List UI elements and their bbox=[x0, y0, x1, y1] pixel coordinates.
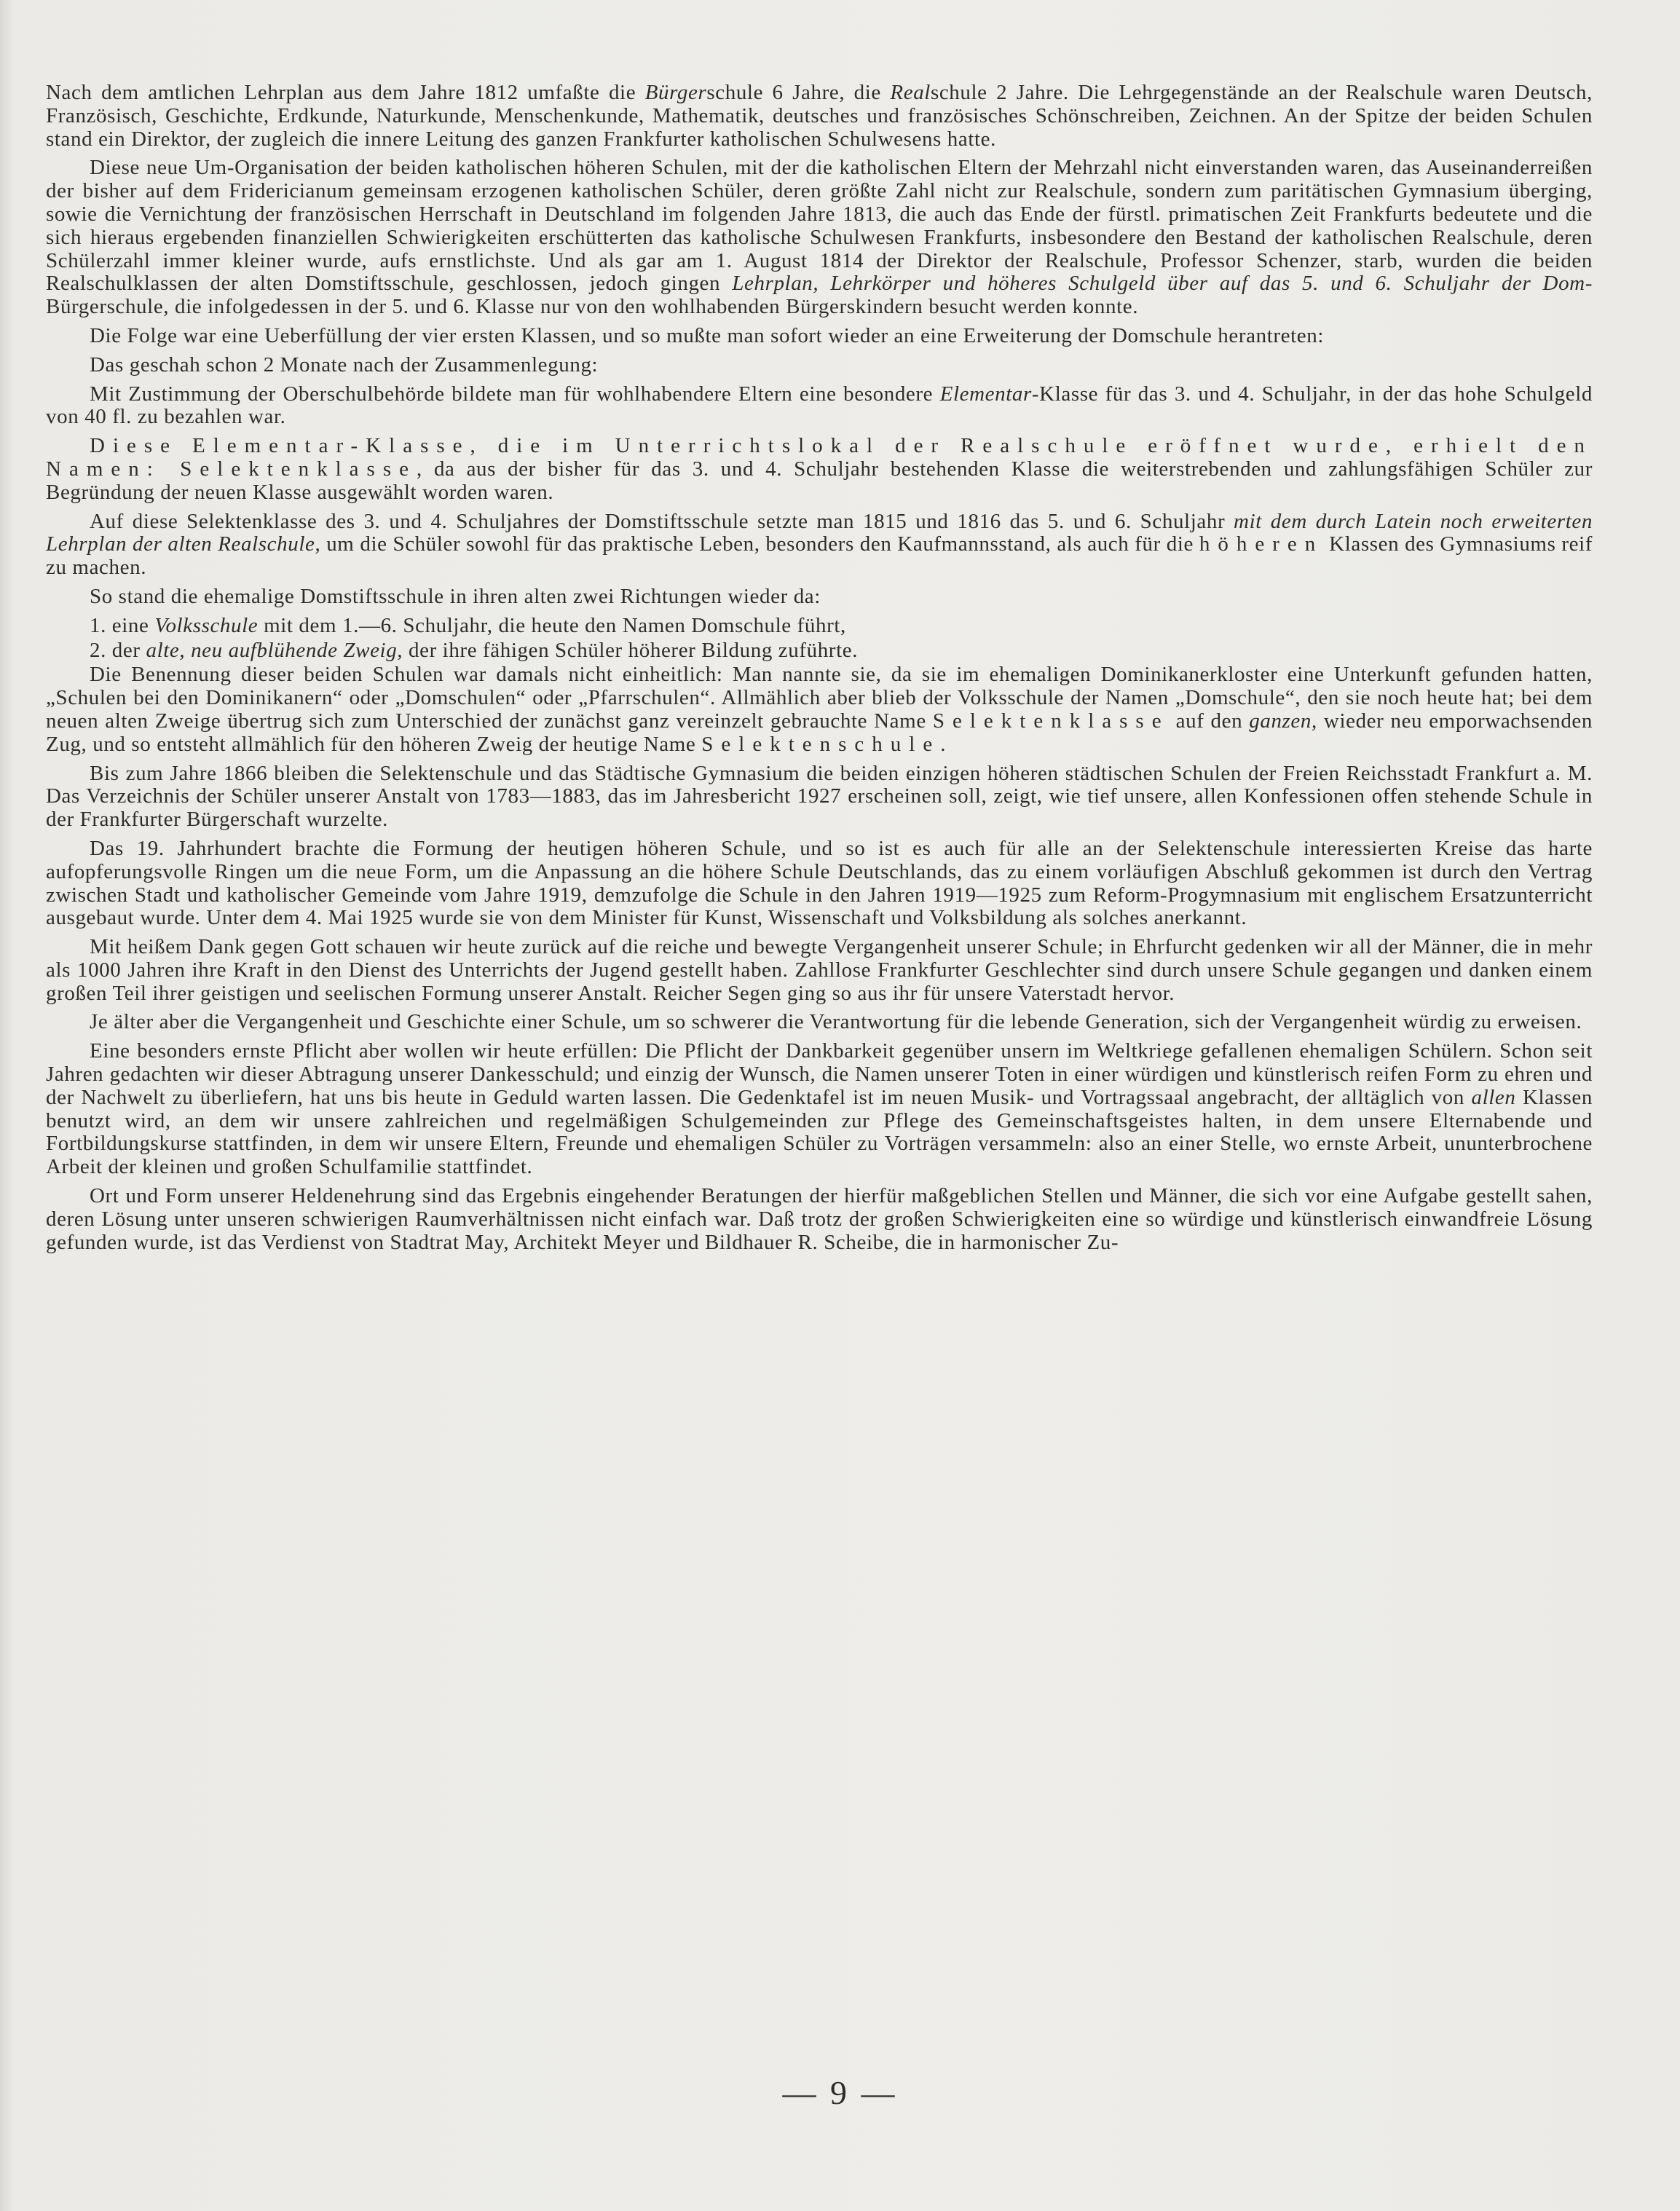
text-run: Klassen des Gymnasiums reif zu machen. bbox=[46, 532, 1593, 580]
text-run: der ihre fähigen Schüler höherer Bildung zuführte. bbox=[403, 638, 859, 662]
paragraph bbox=[46, 383, 1593, 430]
paragraph bbox=[46, 936, 1593, 1005]
text-run: ganzen, bbox=[1249, 709, 1317, 733]
text-run: Bis zum Jahre 1866 bleiben die Selektenschule und das Städtische Gymnasium die beiden einzigen höheren städtischen Schulen der Freien Reichsstadt Frankfurt a. M. Das Verzeichnis der Schüler unserer Anstalt von 1783—1883, das im Jahresbericht 1927 erscheinen soll, zeigt, wie tief unsere, allen Konfessionen offen stehende Schule in der Frankfurter Bürgerschaft wurzelte. bbox=[46, 761, 1593, 832]
text-run: -Klasse für das 3. und 4. Schuljahr, in der das hohe Schulgeld von 40 fl. zu bezahlen war. bbox=[46, 382, 1593, 429]
text-run: 2. der bbox=[90, 638, 146, 662]
text-run: schule 2 Jahre. Die Lehrgegenstände an der Realschule waren Deutsch, Französisch, Geschichte, Erdkunde, Naturkunde, Menschenkunde, Mathematik, deutsches und französisches Schönschreiben, Zeichnen. An der Spitze der beiden Schulen stand ein Direktor, der zugleich die innere Leitung des ganzen Frankfurter katholischen Schulwesens hatte. bbox=[46, 81, 1593, 151]
text-run: Bürger bbox=[644, 81, 707, 104]
text-run: Diese neue Um-Organisation der beiden katholischen höheren Schulen, mit der die katholischen Eltern der Mehrzahl nicht einverstanden waren, das Auseinanderreißen der bisher auf dem Fridericianum gemeinsam erzogenen katholischen Schüler, deren größte Zahl nicht zur Realschule, sondern zum paritätischen Gymnasium überging, sowie die Vernichtung der französischen Herrschaft in Deutschland im folgenden Jahre 1813, die auch das Ende der fürstl. primatischen Zeit Frankfurts bedeutete und die sich hieraus ergebenden finanziellen Schwierigkeiten erschütterten das katholische Schulwesen Frankfurts, insbesondere den Bestand der katholischen Realschule, deren Schülerzahl immer kleiner wurde, aufs ernstlichste. Und als gar am 1. August 1814 der Direktor der Realschule, Professor Schenzer, starb, wurden die beiden Realschulklassen der alten Domstiftsschule, geschlossen, jedoch gingen bbox=[46, 156, 1593, 296]
paragraph bbox=[46, 511, 1593, 580]
text-run: wieder neu emporwachsenden Zug, und so entsteht allmählich für den höheren Zweig der heutige Name bbox=[46, 709, 1593, 756]
paragraph bbox=[46, 157, 1593, 319]
page-number: — 9 — bbox=[782, 2074, 898, 2111]
paragraph bbox=[46, 82, 1593, 151]
text-run: Ort und Form unserer Heldenehrung sind das Ergebnis eingehender Beratungen der hierfür maßgeblichen Stellen und Männer, die sich vor eine Aufgabe gestellt sahen, deren Lösung unter unseren schwierigen Raumverhältnissen nicht einfach war. Daß trotz der großen Schwierigkeiten eine so würdige und künstlerisch einwandfreie Lösung gefunden wurde, ist das Verdienst von Stadtrat May, Architekt Meyer und Bildhauer R. Scheibe, die in harmonischer Zu- bbox=[46, 1184, 1593, 1254]
text-run: Selektenschule bbox=[701, 732, 941, 756]
text-run: . bbox=[940, 732, 947, 756]
text-run: Diese Elementar-Klasse, die im Unterrichtslokal der Realschule eröffnet wurde, erhielt den Namen: Selektenklasse bbox=[46, 434, 1593, 481]
text-run: Auf diese Selektenklasse des 3. und 4. Schuljahres der Domstiftsschule setzte man 1815 und 1816 das 5. und 6. Schuljahr bbox=[90, 509, 1234, 533]
text-run: schule 6 Jahre, die bbox=[706, 81, 891, 104]
paragraph bbox=[46, 615, 1593, 638]
paragraph bbox=[46, 1011, 1593, 1034]
body-text bbox=[46, 82, 1593, 1260]
paragraph bbox=[46, 1185, 1593, 1254]
text-run: , da aus der bisher für das 3. und 4. Schuljahr bestehenden Klasse die weiterstrebenden und zahlungsfähigen Schüler zur Begründung der neuen Klasse ausgewählt worden waren. bbox=[46, 457, 1593, 504]
text-run: Die Folge war eine Ueberfüllung der vier ersten Klassen, und so mußte man sofort wieder an eine Erweiterung der Domschule herantreten: bbox=[90, 323, 1324, 347]
text-run: Mit Zustimmung der Oberschulbehörde bildete man für wohlhabendere Eltern eine besondere bbox=[90, 382, 940, 406]
text-run: auf den bbox=[1169, 709, 1250, 733]
text-run: Klassen benutzt wird, an dem wir unsere zahlreichen und regelmäßigen Schulgemeinden zur Pflege des Gemeinschaftsgeistes halten, in dem unsere Elternabende und Fortbildungskurse stattfinden, in dem wir unsere Eltern, Freunde und ehemaligen Schüler zu Vorträgen versammeln: also an einer Stelle, wo ernste Arbeit, ununterbrochene Arbeit der kleinen und großen Schulfamilie stattfindet. bbox=[46, 1085, 1593, 1179]
text-run: Elementar bbox=[939, 382, 1032, 406]
paragraph bbox=[46, 1040, 1593, 1179]
text-run: um die Schüler sowohl für das praktische Leben, besonders den Kaufmannsstand, als auch für die bbox=[320, 532, 1199, 556]
text-run: mit dem durch Latein noch erweiterten Lehrplan der alten Realschule, bbox=[46, 509, 1593, 556]
text-run: Real bbox=[890, 81, 931, 104]
paragraph bbox=[46, 586, 1593, 609]
text-run: mit dem 1.—6. Schuljahr, die heute den Namen Domschule führt, bbox=[258, 613, 846, 637]
paragraph bbox=[46, 639, 1593, 663]
text-run: Die Benennung dieser beiden Schulen war damals nicht einheitlich: Man nannte sie, da sie im ehemaligen Dominikanerkloster eine Unterkunft gefunden hatten, „Schulen bei den Dominikanern“ oder „Domschulen“ oder „Pfarrschulen“. Allmählich aber blieb der Volksschule der Namen „Domschule“, den sie noch heute hat; bei dem neuen alten Zweige übertrug sich zum Unterschied der zunächst ganz vereinzelt gebrauchte Name bbox=[46, 663, 1593, 733]
text-run: -Bürgerschule, die infolgedessen in der 5. und 6. Klasse nur von den wohlhabenden Bürgerskindern besucht werden konnte. bbox=[46, 272, 1593, 319]
text-run: Selektenklasse bbox=[932, 709, 1170, 733]
text-run: 1. eine bbox=[90, 613, 155, 637]
text-run: Volksschule bbox=[154, 613, 259, 637]
text-run: Das 19. Jahrhundert brachte die Formung der heutigen höheren Schule, und so ist es auch für alle an der Selektenschule interessierten Kreise das harte aufopferungsvolle Ringen um die neue Form, um die Anpassung an die höhere Schule Deutschlands, das zu einem vorläufigen Abschluß gekommen ist durch den Vertrag zwischen Stadt und katholischer Gemeinde vom Jahre 1919, demzufolge die Schule in den Jahren 1919—1925 zum Reform-Progymnasium mit englischem Ersatzunterricht ausgebaut wurde. Unter dem 4. Mai 1925 wurde sie von dem Minister für Kunst, Wissenschaft und Volksbildung als solches anerkannt. bbox=[46, 836, 1593, 930]
text-run: Das geschah schon 2 Monate nach der Zusammenlegung: bbox=[90, 352, 599, 377]
text-run: So stand die ehemalige Domstiftsschule in ihren alten zwei Richtungen wieder da: bbox=[90, 584, 821, 608]
text-run: Lehrplan, Lehrkörper und höheres Schulgeld über auf das 5. und 6. Schuljahr der Dom bbox=[732, 272, 1585, 296]
text-run: alte, neu aufblühende Zweig, bbox=[146, 638, 403, 662]
text-run: Nach dem amtlichen Lehrplan aus dem Jahre 1812 umfaßte die bbox=[46, 81, 645, 104]
paragraph bbox=[46, 838, 1593, 930]
text-run: allen bbox=[1471, 1085, 1516, 1109]
text-run: Je älter aber die Vergangenheit und Geschichte einer Schule, um so schwerer die Verantwortung für die lebende Generation, sich der Vergangenheit würdig zu erweisen. bbox=[90, 1010, 1582, 1034]
text-run: Eine besonders ernste Pflicht aber wollen wir heute erfüllen: Die Pflicht der Dankbarkeit gegenüber unsern im Weltkriege gefallenen ehemaligen Schülern. Schon seit Jahren gedachten wir dieser Abtragung unserer Dankesschuld; und einzig der Wunsch, die Namen unserer Toten in einer würdigen und künstlerisch reifen Form zu ehren und der Nachwelt zu überliefern, hat uns bis heute in Geduld warten lassen. Die Gedenktafel ist im neuen Musik- und Vortragssaal angebracht, der alltäglich von bbox=[46, 1039, 1593, 1109]
paragraph bbox=[46, 325, 1593, 348]
paragraph bbox=[46, 354, 1593, 377]
paragraph bbox=[46, 762, 1593, 832]
paragraph bbox=[46, 663, 1593, 756]
paragraph bbox=[46, 435, 1593, 504]
text-run: Mit heißem Dank gegen Gott schauen wir heute zurück auf die reiche und bewegte Vergangenheit unserer Schule; in Ehrfurcht gedenken wir all der Männer, die in mehr als 1000 Jahren ihre Kraft in den Dienst des Unterrichts der Jugend gestellt haben. Zahllose Frankfurter Geschlechter sind durch unsere Schule gegangen und danken einem großen Teil ihrer geistigen und seelischen Formung unserer Anstalt. Reicher Segen ging so aus ihr für unsere Vaterstadt hervor. bbox=[46, 935, 1593, 1005]
text-run: höheren bbox=[1199, 532, 1324, 556]
